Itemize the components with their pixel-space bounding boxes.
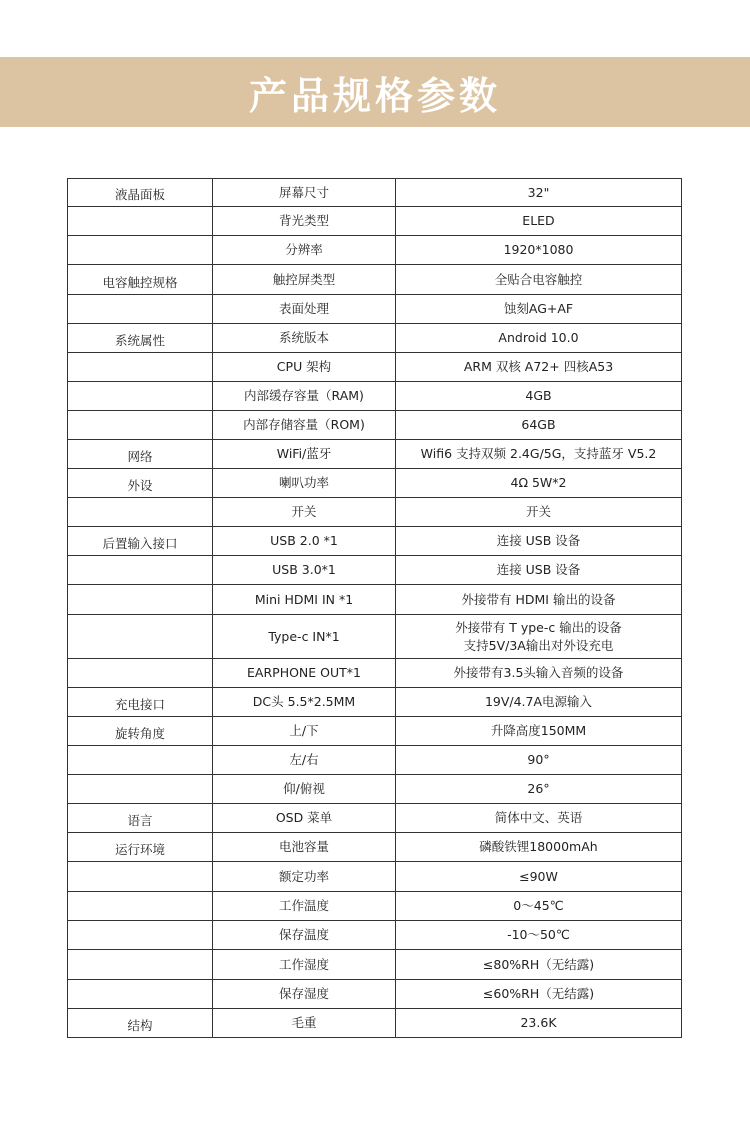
spec-table-body (68, 179, 682, 1038)
value-cell (396, 295, 682, 324)
value-cell (396, 440, 682, 469)
value-line: 磷酸铁锂18000mAh (479, 839, 598, 854)
value-line: 19V/4.7A电源输入 (484, 694, 593, 709)
table-row (68, 892, 682, 921)
item-cell: 工作温度 (213, 892, 396, 921)
table-row (68, 527, 682, 556)
value-cell (396, 324, 682, 353)
value-cell (396, 382, 682, 411)
value-cell (396, 659, 682, 688)
item-cell: 表面处理 (213, 295, 396, 324)
item-cell: 左/右 (213, 746, 396, 775)
item-cell: DC头 5.5*2.5MM (213, 688, 396, 717)
category-cell (68, 498, 213, 527)
value-line: 蚀刻AG+AF (503, 301, 574, 316)
category-cell: 后置输入接口 (68, 527, 213, 556)
item-cell: 系统版本 (213, 324, 396, 353)
table-row (68, 324, 682, 353)
value-cell (396, 353, 682, 382)
value-line: -10～50℃ (507, 927, 570, 942)
value-cell (396, 207, 682, 236)
value-cell (396, 775, 682, 804)
item-cell: 额定功率 (213, 862, 396, 892)
table-row (68, 556, 682, 585)
value-line: 0～45℃ (513, 898, 564, 913)
value-cell (396, 950, 682, 980)
value-line: 全贴合电容触控 (494, 271, 583, 287)
value-line: 26° (527, 781, 550, 796)
value-cell (396, 265, 682, 295)
table-row (68, 862, 682, 892)
value-cell (396, 236, 682, 265)
category-cell (68, 659, 213, 688)
value-line: 外接带有 T ype-c 输出的设备 (455, 619, 622, 635)
value-line: Wifi6 支持双频 2.4G/5G，支持蓝牙 V5.2 (420, 446, 657, 461)
category-cell (68, 615, 213, 659)
value-line: 外接带有 HDMI 输出的设备 (461, 591, 616, 607)
table-row (68, 615, 682, 659)
value-line: 外接带有3.5头输入音频的设备 (453, 665, 624, 680)
value-cell (396, 980, 682, 1009)
table-row (68, 775, 682, 804)
value-cell (396, 527, 682, 556)
value-cell (396, 498, 682, 527)
value-cell (396, 862, 682, 892)
value-cell (396, 921, 682, 950)
value-line: ELED (522, 213, 555, 228)
table-row (68, 236, 682, 265)
item-cell: USB 3.0*1 (213, 556, 396, 585)
item-cell: 毛重 (213, 1009, 396, 1038)
item-cell: 分辨率 (213, 236, 396, 265)
item-cell: 保存湿度 (213, 980, 396, 1009)
item-cell: 内部存储容量（ROM) (213, 411, 396, 440)
category-cell (68, 980, 213, 1009)
category-cell (68, 775, 213, 804)
value-line: 32" (527, 184, 550, 200)
value-cell (396, 556, 682, 585)
category-cell: 充电接口 (68, 688, 213, 717)
category-cell (68, 382, 213, 411)
value-line: ≤90W (519, 868, 558, 884)
table-row (68, 659, 682, 688)
value-cell (396, 469, 682, 498)
item-cell: 保存温度 (213, 921, 396, 950)
category-cell: 结构 (68, 1009, 213, 1038)
item-cell: Type-c IN*1 (213, 615, 396, 659)
value-cell (396, 1009, 682, 1038)
table-row (68, 688, 682, 717)
category-cell (68, 950, 213, 980)
item-cell: 背光类型 (213, 207, 396, 236)
value-line: 1920*1080 (503, 242, 574, 257)
value-cell (396, 746, 682, 775)
table-row (68, 717, 682, 746)
value-line: 简体中文、英语 (494, 810, 583, 825)
item-cell: 电池容量 (213, 833, 396, 862)
value-line: 开关 (525, 504, 551, 519)
value-cell (396, 411, 682, 440)
category-cell: 网络 (68, 440, 213, 469)
table-row (68, 411, 682, 440)
value-cell (396, 892, 682, 921)
value-line: 64GB (521, 417, 556, 432)
item-cell: CPU 架构 (213, 353, 396, 382)
value-line: Android 10.0 (498, 330, 579, 345)
table-row (68, 833, 682, 862)
item-cell: 内部缓存容量（RAM) (213, 382, 396, 411)
table-row (68, 1009, 682, 1038)
item-cell: 上/下 (213, 717, 396, 746)
category-cell (68, 411, 213, 440)
category-cell (68, 921, 213, 950)
category-cell (68, 556, 213, 585)
table-row (68, 382, 682, 411)
item-cell: USB 2.0 *1 (213, 527, 396, 556)
value-cell (396, 585, 682, 615)
item-cell: EARPHONE OUT*1 (213, 659, 396, 688)
value-line: 4GB (525, 388, 552, 403)
value-cell (396, 179, 682, 207)
table-row (68, 804, 682, 833)
table-row (68, 469, 682, 498)
category-cell: 旋转角度 (68, 717, 213, 746)
value-line: 4Ω 5W*2 (510, 475, 567, 490)
item-cell: 触控屏类型 (213, 265, 396, 295)
category-cell (68, 746, 213, 775)
category-cell (68, 236, 213, 265)
table-row (68, 440, 682, 469)
value-line: 连接 USB 设备 (496, 562, 581, 577)
item-cell: WiFi/蓝牙 (213, 440, 396, 469)
item-cell: 喇叭功率 (213, 469, 396, 498)
value-cell (396, 717, 682, 746)
item-cell: OSD 菜单 (213, 804, 396, 833)
value-line: 连接 USB 设备 (496, 533, 581, 548)
category-cell: 电容触控规格 (68, 265, 213, 295)
table-row (68, 746, 682, 775)
category-cell (68, 862, 213, 892)
value-line: ARM 双核 A72+ 四核A53 (463, 359, 614, 374)
table-row (68, 265, 682, 295)
value-cell (396, 804, 682, 833)
spec-table (67, 178, 682, 1038)
value-line: ≤80%RH（无结露) (482, 956, 595, 972)
category-cell: 液晶面板 (68, 179, 213, 207)
category-cell (68, 207, 213, 236)
category-cell (68, 892, 213, 921)
table-row (68, 353, 682, 382)
value-line: 升降高度150MM (490, 723, 587, 738)
table-row (68, 179, 682, 207)
page-title: 产品规格参数 (248, 73, 501, 118)
category-cell (68, 295, 213, 324)
value-cell (396, 833, 682, 862)
category-cell (68, 353, 213, 382)
table-row (68, 950, 682, 980)
value-cell (396, 615, 682, 659)
category-cell (68, 585, 213, 615)
table-row (68, 921, 682, 950)
table-row (68, 207, 682, 236)
category-cell: 运行环境 (68, 833, 213, 862)
value-line: 90° (527, 752, 550, 767)
table-row (68, 295, 682, 324)
category-cell: 系统属性 (68, 324, 213, 353)
value-line: ≤60%RH（无结露) (482, 986, 595, 1001)
table-row (68, 585, 682, 615)
table-row (68, 980, 682, 1009)
table-row (68, 498, 682, 527)
item-cell: Mini HDMI IN *1 (213, 585, 396, 615)
item-cell: 屏幕尺寸 (213, 179, 396, 207)
value-line: 23.6K (520, 1015, 557, 1030)
item-cell: 开关 (213, 498, 396, 527)
category-cell: 外设 (68, 469, 213, 498)
value-cell (396, 688, 682, 717)
item-cell: 工作湿度 (213, 950, 396, 980)
item-cell: 仰/俯视 (213, 775, 396, 804)
title-banner (0, 57, 750, 127)
value-line: 支持5V/3A输出对外设充电 (463, 637, 614, 653)
category-cell: 语言 (68, 804, 213, 833)
